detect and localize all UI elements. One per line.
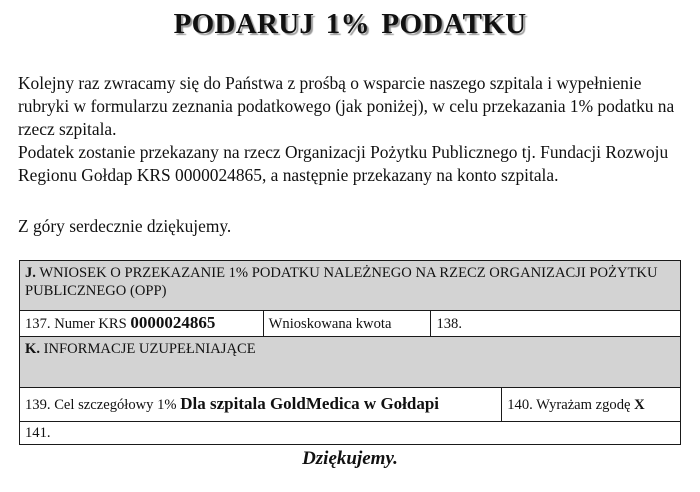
field-141-label: 141.	[25, 425, 51, 441]
field-139-label: 139. Cel szczegółowy 1%	[25, 397, 177, 413]
field-139-value: Dla szpitala GoldMedica w Gołdapi	[180, 394, 440, 413]
field-137-cell	[20, 311, 264, 337]
kwota-label-cell	[263, 311, 431, 337]
section-k-letter: K.	[25, 341, 40, 357]
intro-closing: Z góry serdecznie dziękujemy.	[18, 216, 232, 236]
field-138-label: 138.	[436, 315, 462, 332]
field-140-cell	[502, 388, 681, 422]
section-j-letter: J.	[25, 265, 36, 281]
field-140-label: 140. Wyrażam zgodę	[507, 396, 631, 413]
section-k-header	[20, 337, 681, 388]
kwota-label: Wnioskowana kwota	[268, 315, 392, 332]
field-138-cell	[431, 311, 681, 337]
consent-mark: X	[634, 396, 645, 413]
section-j-title: WNIOSEK O PRZEKAZANIE 1% PODATKU NALEŻNEGO NA RZECZ ORGANIZACJI POŻYTKU PUBLICZNEGO (OPP)	[25, 265, 658, 299]
page-title: PODARUJ 1% PODATKU	[173, 8, 527, 40]
footer-thanks: Dziękujemy.	[302, 448, 398, 469]
tax-form-table	[19, 260, 681, 445]
field-137-label: 137. Numer KRS	[25, 316, 127, 332]
intro-paragraph-2: Podatek zostanie przekazany na rzecz Organizacji Pożytku Publicznego tj. Fundacji Rozwoju Regionu Gołdap KRS 0000024865, a następnie przekazany na konto szpitala.	[18, 142, 669, 185]
section-j-header	[20, 261, 681, 311]
intro-paragraph-1: Kolejny raz zwracamy się do Państwa z prośbą o wsparcie naszego szpitala i wypełnienie rubryki w formularzu zeznania podatkowego (jak poniżej), w celu przekazania 1% podatku na rzecz szpitala.	[18, 73, 675, 139]
field-139-cell	[20, 388, 502, 422]
intro-text	[18, 72, 678, 187]
section-k-title: INFORMACJE UZUPEŁNIAJĄCE	[43, 341, 256, 357]
krs-number-value: 0000024865	[130, 313, 216, 332]
field-141-cell	[20, 422, 681, 445]
